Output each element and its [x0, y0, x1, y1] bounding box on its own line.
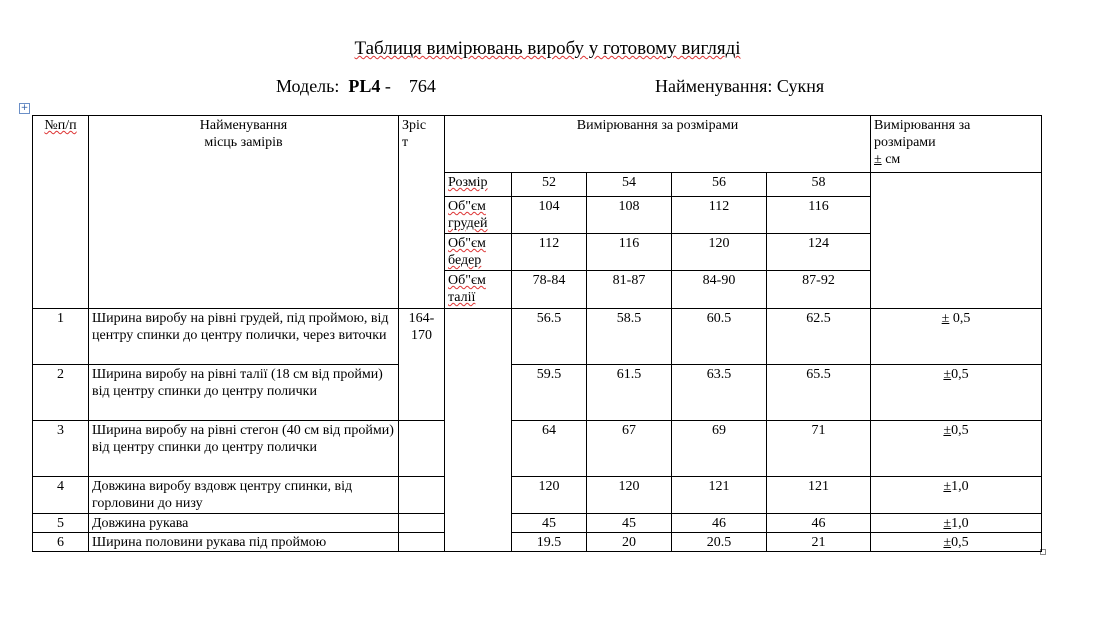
row-num: 5	[33, 514, 89, 533]
row-value: 121	[672, 477, 767, 514]
height-value: 164-170	[399, 309, 445, 365]
row-tolerance: ±0,5	[871, 365, 1042, 421]
row-num: 2	[33, 365, 89, 421]
row-name: Ширина виробу на рівні грудей, під проймою, від центру спинки до центру полички, через виточки	[89, 309, 399, 365]
table-move-handle-icon[interactable]: +	[20, 103, 29, 113]
row-value: 64	[512, 421, 587, 477]
row-value: 60.5	[672, 309, 767, 365]
hips-label: Об"єм бедер	[445, 234, 512, 271]
hips-value: 124	[767, 234, 871, 271]
size-label: Розмір	[445, 173, 512, 197]
row-value: 56.5	[512, 309, 587, 365]
waist-label: Об"єм талії	[445, 271, 512, 309]
row-tolerance: ±1,0	[871, 514, 1042, 533]
row-value: 20.5	[672, 533, 767, 552]
row-value: 19.5	[512, 533, 587, 552]
row-value: 21	[767, 533, 871, 552]
row-value: 20	[587, 533, 672, 552]
blank-cell	[445, 309, 512, 552]
chest-value: 104	[512, 197, 587, 234]
row-tolerance: ±0,5	[871, 533, 1042, 552]
height-blank	[399, 421, 445, 477]
hips-value: 112	[512, 234, 587, 271]
row-tolerance: ±1,0	[871, 477, 1042, 514]
row-num: 3	[33, 421, 89, 477]
height-blank	[399, 533, 445, 552]
waist-value: 78-84	[512, 271, 587, 309]
header-name: Найменування місць замірів	[89, 116, 399, 309]
row-name: Ширина виробу на рівні талії (18 см від пройми) від центру спинки до центру полички	[89, 365, 399, 421]
row-value: 71	[767, 421, 871, 477]
measurement-table	[32, 115, 1042, 552]
row-value: 46	[672, 514, 767, 533]
row-num: 1	[33, 309, 89, 365]
row-value: 121	[767, 477, 871, 514]
chest-label: Об"єм грудей	[445, 197, 512, 234]
waist-value: 84-90	[672, 271, 767, 309]
waist-value: 87-92	[767, 271, 871, 309]
row-value: 63.5	[672, 365, 767, 421]
size-value: 58	[767, 173, 871, 197]
row-num: 4	[33, 477, 89, 514]
row-value: 65.5	[767, 365, 871, 421]
size-value: 56	[672, 173, 767, 197]
row-num: 6	[33, 533, 89, 552]
height-blank	[399, 477, 445, 514]
chest-value: 116	[767, 197, 871, 234]
product-name: Найменування: Сукня	[655, 76, 825, 96]
header-tolerance: Вимірювання за розмірами ± см	[871, 116, 1042, 173]
row-value: 120	[512, 477, 587, 514]
hips-value: 116	[587, 234, 672, 271]
header-measurements: Вимірювання за розмірами	[445, 116, 871, 173]
row-name: Довжина рукава	[89, 514, 399, 533]
row-value: 58.5	[587, 309, 672, 365]
row-value: 45	[512, 514, 587, 533]
height-blank	[399, 365, 445, 421]
page-title: Таблиця вимірювань виробу у готовому вигляді	[354, 38, 741, 59]
chest-value: 112	[672, 197, 767, 234]
row-value: 120	[587, 477, 672, 514]
row-value: 46	[767, 514, 871, 533]
size-value: 52	[512, 173, 587, 197]
row-value: 69	[672, 421, 767, 477]
row-value: 45	[587, 514, 672, 533]
row-tolerance: ±0,5	[871, 421, 1042, 477]
size-value: 54	[587, 173, 672, 197]
row-name: Довжина виробу вздовж центру спинки, від горловини до низу	[89, 477, 399, 514]
height-blank	[399, 514, 445, 533]
row-value: 61.5	[587, 365, 672, 421]
row-value: 62.5	[767, 309, 871, 365]
row-name: Ширина половини рукава під проймою	[89, 533, 399, 552]
header-num: №п/п	[33, 116, 89, 309]
row-value: 59.5	[512, 365, 587, 421]
row-name: Ширина виробу на рівні стегон (40 см від пройми) від центру спинки до центру полички	[89, 421, 399, 477]
row-tolerance: ± 0,5	[871, 309, 1042, 365]
tolerance-blank	[871, 173, 1042, 309]
waist-value: 81-87	[587, 271, 672, 309]
header-height: Зріст	[399, 116, 445, 309]
row-value: 67	[587, 421, 672, 477]
chest-value: 108	[587, 197, 672, 234]
model-line: Модель: PL4 - 764	[276, 76, 436, 96]
hips-value: 120	[672, 234, 767, 271]
